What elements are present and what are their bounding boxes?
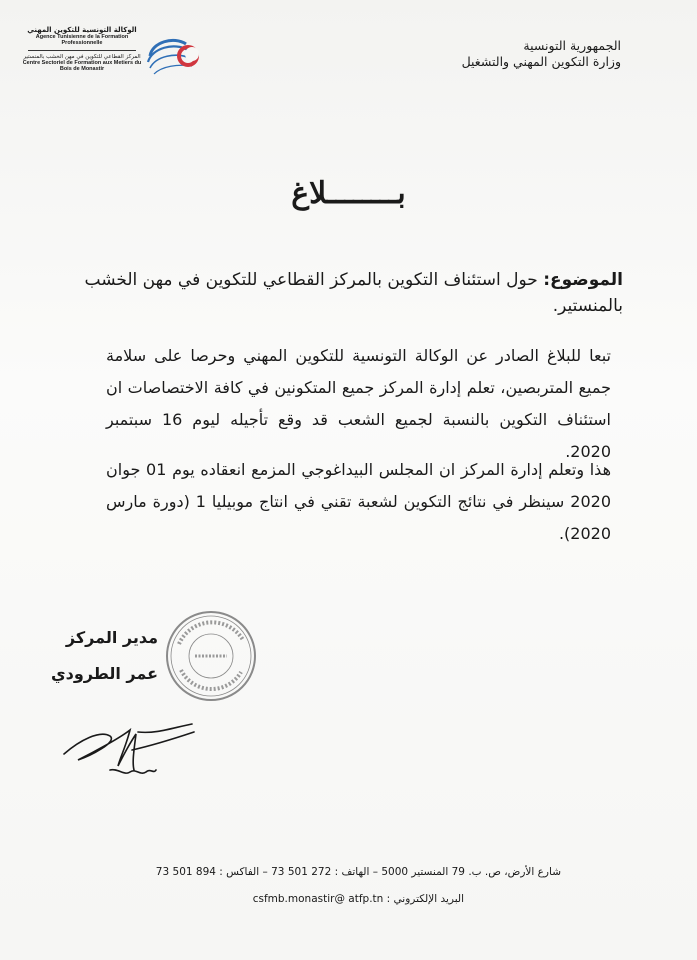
signer-name: عمر الطرودي (50, 664, 158, 683)
agency-name-fr-1: Agence Tunisienne de la Formation (35, 34, 129, 41)
agency-header (22, 26, 142, 73)
subject-label: الموضوع: (543, 270, 623, 290)
handwritten-signature-icon (60, 710, 200, 790)
body-paragraph-2: هذا وتعلم إدارة المركز ان المجلس البيداغوجي المزمع انعقاده يوم 01 جوان 2020 سينظر في نتائج التكوين لشعبة تقني في انتاج موبيليا 1 (دورة مارس 2020). (106, 460, 612, 543)
footer-address: شارع الأرض، ص. ب. 79 المنستير 5000 – الهاتف : 272 501 73 – الفاكس : 894 501 73 (155, 866, 561, 878)
header-divider (28, 50, 136, 51)
signer-role: مدير المركز (65, 628, 158, 647)
footer-email-line (253, 893, 464, 905)
agency-name-fr-2: Professionnelle (61, 40, 103, 47)
center-name-ar: المركز القطاعي للتكوين في مهن الخشب بالمنستير (23, 53, 141, 60)
agency-name-ar: الوكالة التونسية للتكوين المهني (27, 26, 137, 34)
ministry-name: وزارة التكوين المهني والتشغيل (461, 54, 621, 70)
signer-block (51, 620, 158, 692)
subject-text: حول استئناف التكوين بالمركز القطاعي للتكوين في مهن الخشب بالمنستير. (84, 270, 623, 316)
center-name-fr-1: Centre Sectoriel de Formation aux Metiers du (22, 59, 142, 66)
footer-email-label: البريد الإلكتروني : (386, 893, 464, 905)
republic-name: الجمهورية التونسية (523, 38, 621, 53)
republic-header (462, 38, 621, 71)
body-paragraph-1: تبعا للبلاغ الصادر عن الوكالة التونسية للتكوين المهني وحرصا على سلامة جميع المتربصين، تعلم إدارة المركز جميع المتكونين في كافة الاختصاصات ان استئناف التكوين بالنسبة لجميع الشعب قد وقع تأجيله ليوم 16 سبتمبر 2020. (106, 346, 612, 461)
document-title: بــــــــلاغ (291, 176, 406, 211)
center-name-fr-2: Bois de Monastir (59, 66, 105, 73)
official-stamp-icon (165, 610, 257, 702)
footer-email: csfmb.monastir@ atfp.tn (252, 893, 384, 905)
atfp-logo-icon (140, 34, 204, 80)
subject-line (63, 268, 623, 319)
